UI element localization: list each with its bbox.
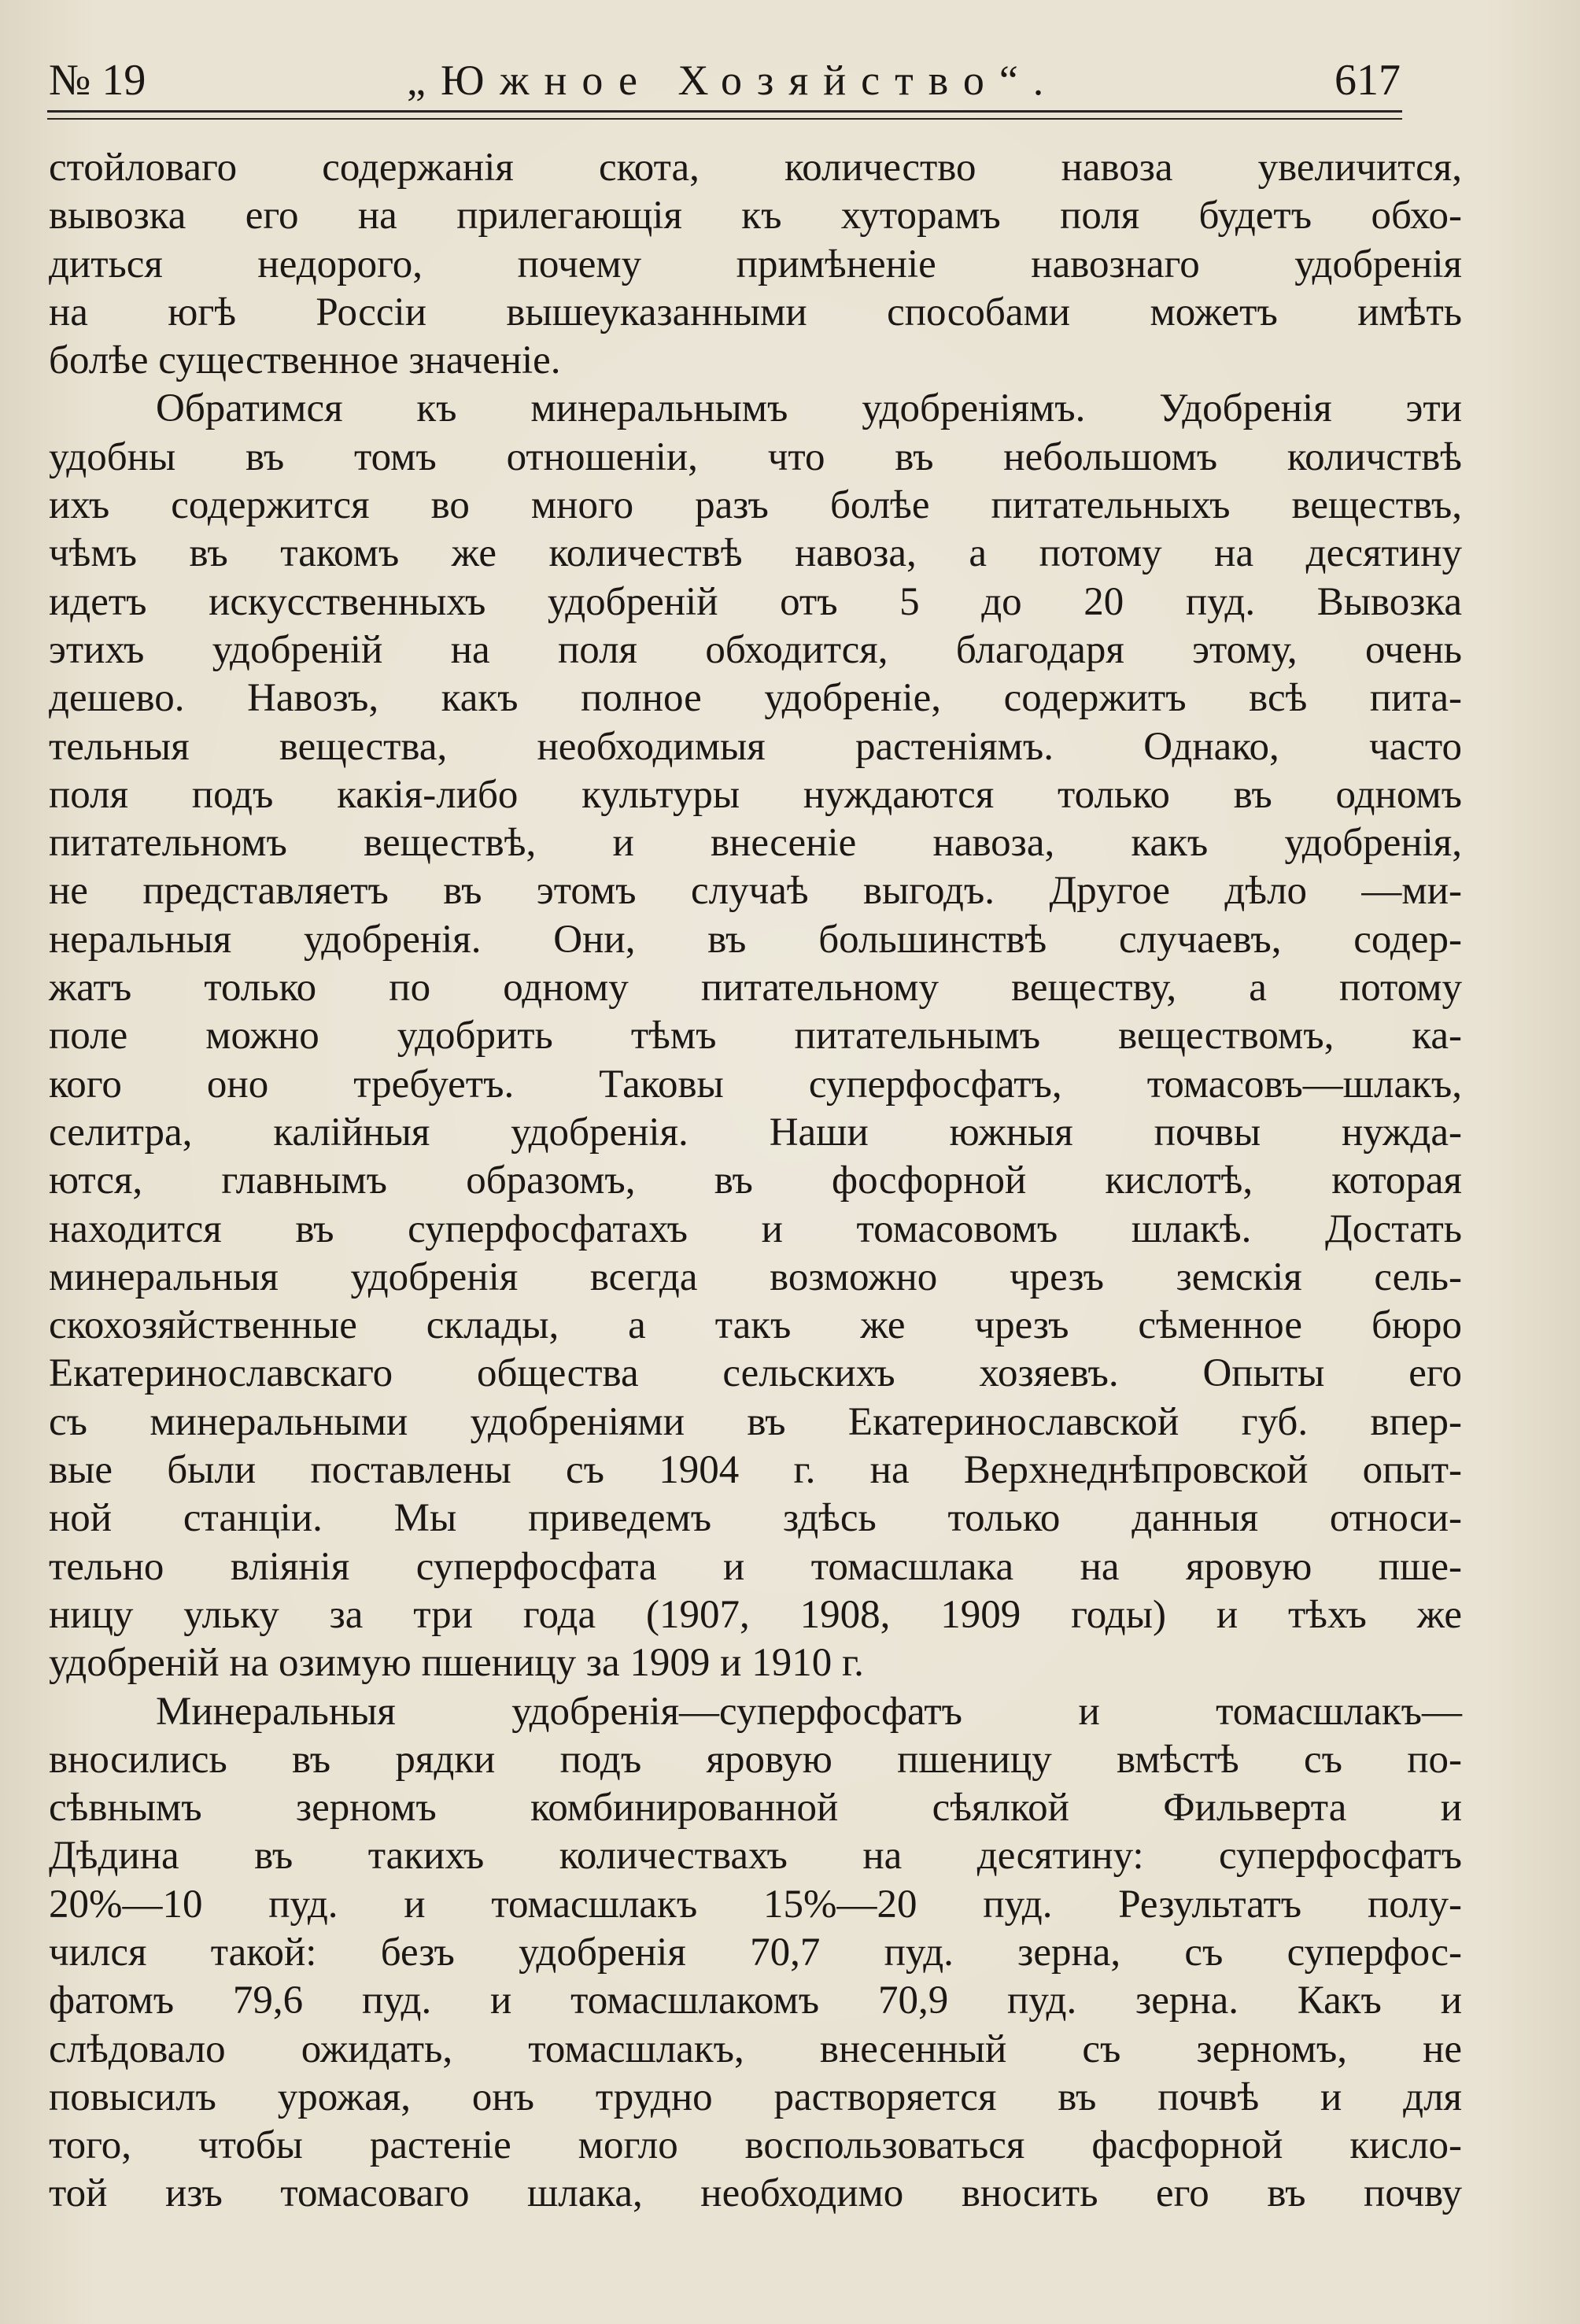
article-body <box>49 144 1462 2219</box>
text-line: болѣе существенное значеніе. <box>49 338 561 383</box>
text-line: диться недорого, почему примѣненіе навознаго удобренія <box>49 242 1462 286</box>
text-line: Минеральныя удобренія—суперфосфатъ и томасшлакъ— <box>156 1689 1462 1734</box>
text-line: неральныя удобренія. Они, въ большинствѣ случаевъ, содер- <box>49 917 1462 962</box>
journal-title: „Южное Хозяйство“. <box>407 57 1059 104</box>
text-line: поле можно удобрить тѣмъ питательнымъ веществомъ, ка- <box>49 1014 1462 1059</box>
text-line: того, чтобы растеніе могло воспользоваться фасфорной кисло- <box>49 2123 1462 2168</box>
text-line: чился такой: безъ удобренія 70,7 пуд. зерна, съ суперфос- <box>49 1930 1462 1975</box>
text-line: дешево. Навозъ, какъ полное удобреніе, содержитъ всѣ пита- <box>49 676 1462 721</box>
running-header <box>49 49 1401 112</box>
paragraph-3 <box>49 1688 1462 2219</box>
text-line: вые были поставлены съ 1904 г. на Верхнеднѣпровской опыт- <box>49 1448 1462 1493</box>
page-number: 617 <box>1335 56 1401 105</box>
text-line: удобны въ томъ отношеніи, что въ небольшомъ количствѣ <box>49 434 1462 479</box>
text-line: удобреній на озимую пшеницу за 1909 и 1910 г. <box>49 1641 864 1686</box>
text-line: скохозяйственные склады, а такъ же чрезъ сѣменное бюро <box>49 1303 1462 1348</box>
text-line: поля подъ какія-либо культуры нуждаются только въ одномъ <box>49 772 1462 817</box>
text-line: сѣвнымъ зерномъ комбинированной сѣялкой Фильверта и <box>49 1786 1462 1831</box>
text-line: селитра, калійныя удобренія. Наши южныя почвы нужда- <box>49 1110 1462 1155</box>
text-line: чѣмъ въ такомъ же количествѣ навоза, а потому на десятину <box>49 531 1462 576</box>
text-line: Екатеринославскаго общества сельскихъ хозяевъ. Опыты его <box>49 1351 1462 1396</box>
paragraph-2 <box>49 385 1462 1687</box>
text-line: идетъ искусственныхъ удобреній отъ 5 до 20 пуд. Вывозка <box>49 579 1462 624</box>
text-line: Обратимся къ минеральнымъ удобреніямъ. Удобренія эти <box>156 386 1462 431</box>
text-line: ются, главнымъ образомъ, въ фосфорной кислотѣ, которая <box>49 1158 1462 1203</box>
text-line: повысилъ урожая, онъ трудно растворяется въ почвѣ и для <box>49 2075 1462 2119</box>
text-line: тельныя вещества, необходимыя растеніямъ. Однако, часто <box>49 724 1462 769</box>
text-line: той изъ томасоваго шлака, необходимо вносить его въ почву <box>49 2171 1462 2216</box>
text-line: фатомъ 79,6 пуд. и томасшлакомъ 70,9 пуд. зерна. Какъ и <box>49 1979 1462 2023</box>
text-line: не представляетъ въ этомъ случаѣ выгодъ. Другое дѣло —ми- <box>49 869 1462 914</box>
text-line: ницу ульку за три года (1907, 1908, 1909 годы) и тѣхъ же <box>49 1592 1462 1637</box>
header-rule-top <box>47 110 1402 113</box>
text-line: минеральныя удобренія всегда возможно чрезъ земскія сель- <box>49 1254 1462 1299</box>
paragraph-1 <box>49 144 1462 385</box>
text-line: кого оно требуетъ. Таковы суперфосфатъ, томасовъ—шлакъ, <box>49 1062 1462 1107</box>
text-line: ихъ содержится во много разъ болѣе питательныхъ веществъ, <box>49 483 1462 528</box>
text-line: питательномъ веществѣ, и внесеніе навоза, какъ удобренія, <box>49 821 1462 866</box>
text-line: Дѣдина въ такихъ количествахъ на десятину: суперфосфатъ <box>49 1834 1462 1879</box>
text-line: на югѣ Россіи вышеуказанными способами можетъ имѣть <box>49 290 1462 334</box>
text-line: 20%—10 пуд. и томасшлакъ 15%—20 пуд. Результатъ полу- <box>49 1882 1462 1927</box>
text-line: съ минеральными удобреніями въ Екатеринославской губ. впер- <box>49 1399 1462 1444</box>
text-line: ной станціи. Мы приведемъ здѣсь только данныя относи- <box>49 1496 1462 1541</box>
text-line: вносились въ рядки подъ яровую пшеницу вмѣстѣ съ по- <box>49 1737 1462 1782</box>
text-line: вывозка его на прилегающія къ хуторамъ поля будетъ обхо- <box>49 194 1462 238</box>
text-line: жатъ только по одному питательному веществу, а потому <box>49 966 1462 1011</box>
text-line: находится въ суперфосфатахъ и томасовомъ шлакѣ. Достать <box>49 1206 1462 1251</box>
text-line: слѣдовало ожидать, томасшлакъ, внесенный съ зерномъ, не <box>49 2027 1462 2071</box>
text-line: этихъ удобреній на поля обходится, благодаря этому, очень <box>49 627 1462 672</box>
header-rule-bottom <box>47 118 1402 120</box>
text-line: тельно вліянія суперфосфата и томасшлака на яровую пше- <box>49 1544 1462 1589</box>
issue-number: № 19 <box>49 56 146 105</box>
text-line: стойловаго содержанія скота, количество навоза увеличится, <box>49 146 1462 190</box>
